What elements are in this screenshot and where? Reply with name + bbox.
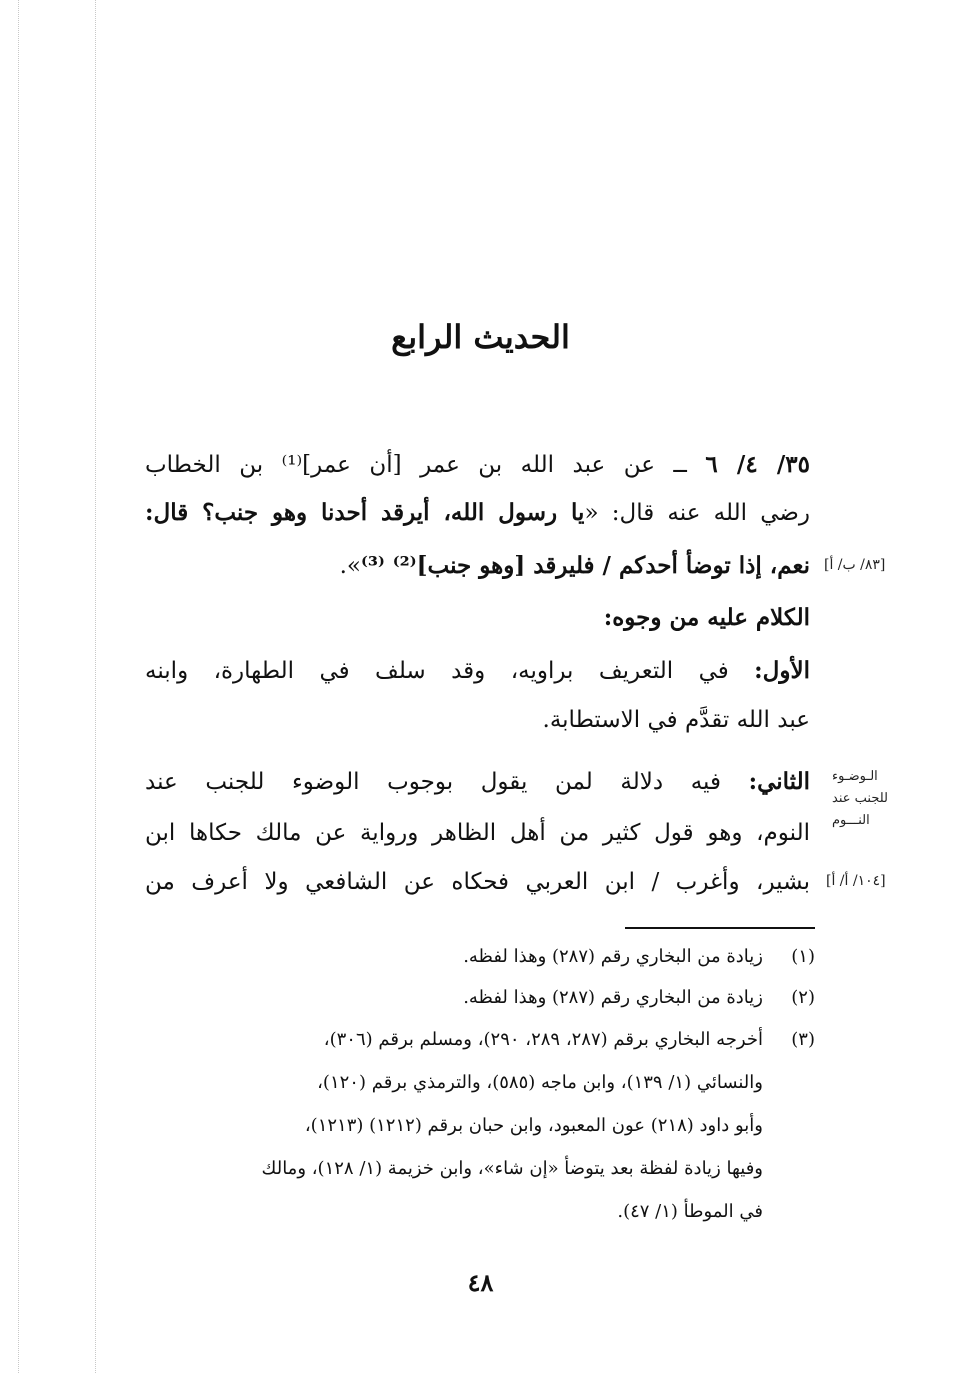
hadith-text: رضي الله عنه قال: « — [584, 500, 810, 526]
footnote-text: وأبو داود (٢١٨) عون المعبود، وابن حبان برقم (١٢١٢) (١٢١٣)، — [304, 1115, 763, 1136]
hadith-line-3 — [145, 546, 810, 586]
scan-edge-dots — [18, 0, 19, 1373]
margin-note-line: النـــوم — [832, 813, 870, 828]
margin-note-line: الـوضـوء — [832, 769, 878, 784]
page-number: ٤٨ — [467, 1268, 494, 1297]
commentary-line-4: النوم، وهو قول كثير من أهل الظاهر ورواية عن مالك حكاها ابن — [145, 820, 810, 846]
section-title: الحديث الرابع — [391, 318, 570, 356]
hadith-line-1 — [145, 445, 810, 485]
margin-note-line: للجنب عند — [832, 791, 888, 806]
footnote-number: (١) — [791, 946, 815, 967]
point-label: الأول: — [754, 657, 810, 684]
point-label: الثاني: — [748, 768, 810, 795]
footnote-text: زيادة من البخاري رقم (٢٨٧) وهذا لفظه. — [463, 987, 763, 1008]
commentary-line-2: عبد الله تقدَّم في الاستطابة. — [542, 707, 810, 733]
footnote-text: في الموطأ (١/ ٤٧). — [617, 1201, 763, 1222]
hadith-chain: ــ عن عبد الله بن عمر [أن عمر]⁽¹⁾ بن الخطاب — [145, 452, 706, 478]
commentary-heading — [145, 598, 810, 638]
commentary-text: فيه دلالة لمن يقول بوجوب الوضوء للجنب عند — [145, 769, 749, 795]
footnote-text: والنسائي (١/ ١٣٩)، وابن ماجه (٥٨٥)، والترمذي برقم (١٢٠)، — [317, 1072, 763, 1093]
footnote-text: وفيها زيادة لفظة بعد يتوضأ «إن شاء»، وابن خزيمة (١/ ١٢٨)، ومالك — [261, 1158, 763, 1179]
footnote-number: (٢) — [791, 987, 815, 1008]
commentary-line-5: بشير، وأغرب / ابن العربي فحكاه عن الشافعي ولا أعرف من — [145, 869, 810, 895]
footnote-text: زيادة من البخاري رقم (٢٨٧) وهذا لفظه. — [463, 946, 763, 967]
hadith-number: ٣٥/ ٤/ ٦ — [705, 451, 811, 478]
footnote-text: أخرجه البخاري برقم (٢٨٧، ٢٨٩، ٢٩٠)، ومسلم برقم (٣٠٦)، — [323, 1029, 763, 1050]
commentary-text: في التعريف براويه، وقد سلف في الطهارة، وابنه — [145, 658, 755, 684]
footnote-number: (٣) — [791, 1029, 815, 1050]
footnote-separator — [625, 927, 815, 929]
hadith-text: ». — [339, 553, 362, 579]
manuscript-ref: [١٠٤/ أ/ أ] — [826, 873, 886, 889]
scan-edge-dots — [95, 0, 96, 1373]
hadith-quote: يا رسول الله، أيرقد أحدنا وهو جنب؟ قال: — [145, 499, 585, 526]
commentary-heading-text: الكلام عليه من وجوه: — [603, 604, 810, 631]
commentary-line-1 — [145, 651, 810, 691]
manuscript-ref: [٨٣/ ب/ أ] — [824, 557, 886, 573]
hadith-quote: نعم، إذا توضأ أحدكم / فليرقد [وهو جنب]⁽²⁾ ⁽³⁾ — [361, 552, 810, 579]
hadith-line-2 — [145, 493, 810, 533]
commentary-line-3 — [145, 762, 810, 802]
